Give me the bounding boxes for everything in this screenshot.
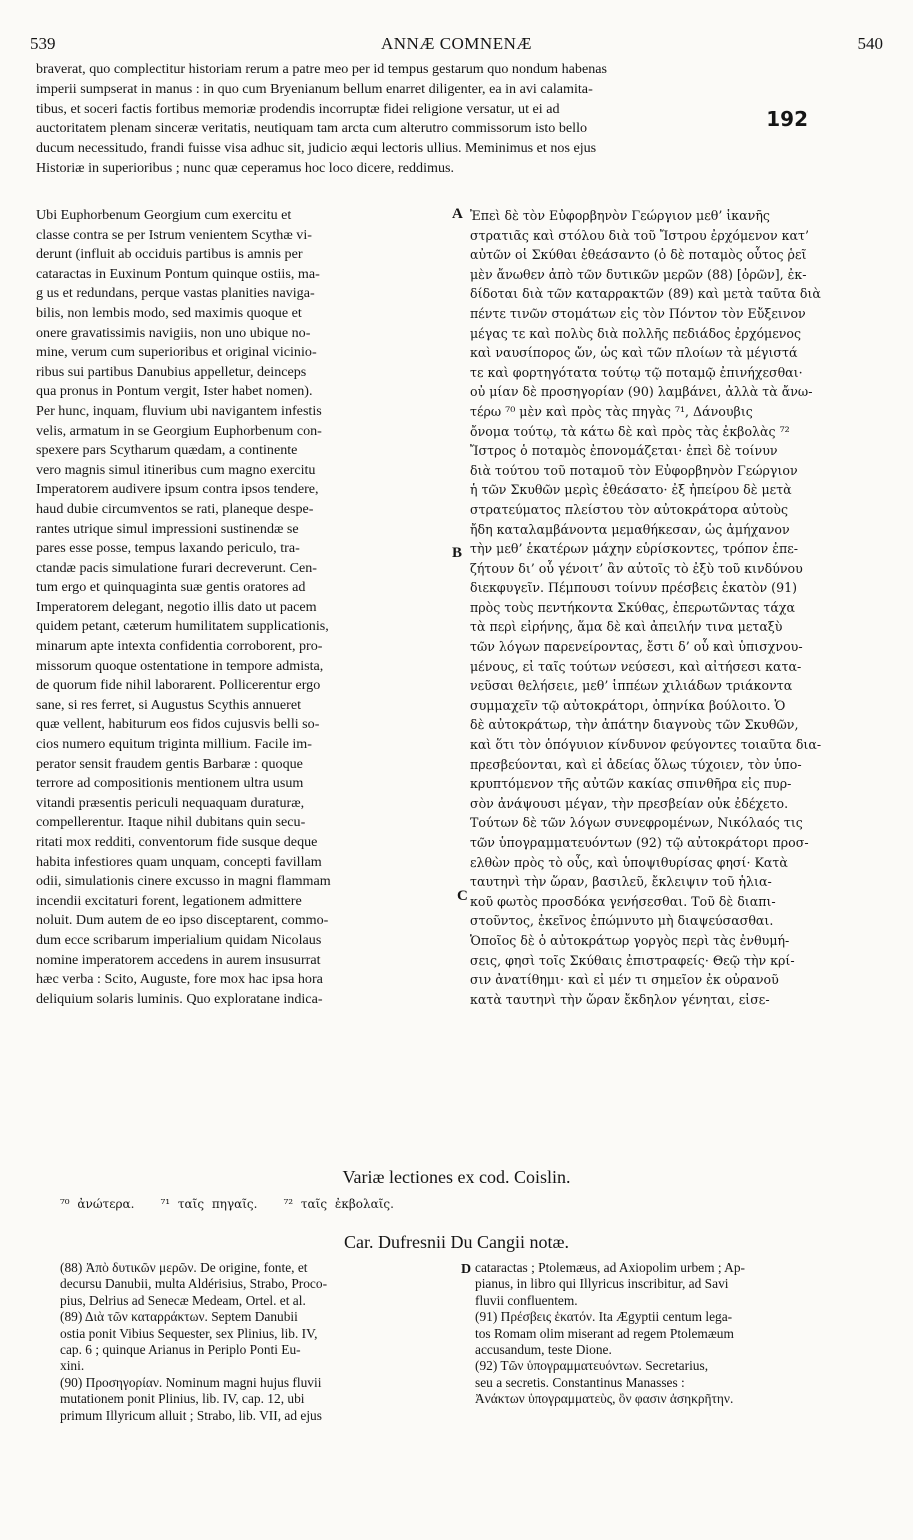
greek-text-line: καὶ ὅτι τὸν ὁπόγυιον κίνδυνον φεύγοντες τοιαῦτα δια-	[470, 737, 822, 753]
greek-text-line: ταυτηνὶ τὴν ὥραν, βασιλεῦ, ἔκλειψιν τοῦ ἡλια-	[470, 874, 772, 890]
latin-text-line: classe contra se per Istrum venientem Scythæ vi-	[36, 226, 312, 243]
note-line: seu a secretis. Constantinus Manasses :	[475, 1374, 685, 1390]
latin-text-line: ctandæ pacis simulatione furari decreverunt. Cen-	[36, 559, 317, 576]
latin-text-line: minarum apte intexta confidentia corroborent, pro-	[36, 638, 323, 655]
latin-text-line: dum ecce scribarum imperialium quidam Nicolaus	[36, 931, 322, 948]
latin-text-line: bilis, non lembis modo, sed maximis quoque et	[36, 304, 302, 321]
note-line: (90) Προσηγορίαν. Nominum magni hujus fluvii	[60, 1374, 322, 1390]
greek-text-line: ὄνομα τούτῳ, τὰ κάτω δὲ καὶ πρὸς τὰς ἐκβολὰς ⁷²	[470, 423, 790, 439]
latin-text-line: hæc verba : Scito, Auguste, fore mox hac ipsa hora	[36, 971, 323, 988]
latin-text-line: qua pronus in Pontum vergit, Ister habet nomen).	[36, 383, 313, 400]
running-title: ANNÆ COMNENÆ	[381, 34, 532, 53]
greek-text-line: κοῦ φωτὸς προσδόκα γενήσεσθαι. Τοῦ δὲ διαπι-	[470, 893, 776, 909]
greek-text-line: μὲν ἄνωθεν ἀπὸ τῶν δυτικῶν μερῶν (88) [ὀρῶν], ἐκ-	[470, 266, 807, 282]
greek-text-line: πρὸς τοὺς πεντήκοντα Σκύθας, ἐπερωτῶντας τάχα	[470, 599, 795, 615]
greek-text-line: στρατιᾶς καὶ στόλου διὰ τοῦ Ἴστρου ἐρχόμενον κατ’	[470, 227, 809, 243]
latin-text-line: compellerentur. Itaque nihil dubitans quin secu-	[36, 814, 306, 831]
greek-text-line: Ὁποῖος δὲ ὁ αὐτοκράτωρ γοργὸς περὶ τὰς ἐνθυμή-	[470, 932, 790, 948]
greek-text-line: δίδοται διὰ τῶν καταρρακτῶν (89) καὶ μετὰ ταῦτα διὰ	[470, 286, 821, 302]
greek-text-line: Ἐπεὶ δὲ τὸν Εὐφορβηνὸν Γεώργιον μεθ’ ἱκανῆς	[470, 208, 770, 223]
page-number-right: 540	[857, 34, 883, 53]
note-line: (91) Πρέσβεις ἑκατόν. Ita Ægyptii centum lega-	[475, 1309, 733, 1325]
note-line: (89) Διὰ τῶν καταρράκτων. Septem Danubii	[60, 1309, 298, 1325]
latin-text-line: g us et redundans, perque vastas planities naviga-	[36, 285, 315, 302]
greek-text-line: ἤδη καταλαμβάνοντα μεμαθήκεσαν, ὡς ἀμήχανον	[470, 521, 790, 537]
intro-line: ducum necessitudo, frandi fuisse visa adhuc sit, judicio æqui lectoris ullius. Meminimus et nos ejus	[36, 140, 597, 157]
variae-heading: Variæ lectiones ex cod. Coislin.	[342, 1167, 571, 1187]
note-line: tos Romam olim miserant ad regem Ptolemæum	[475, 1325, 734, 1341]
note-line: ostia ponit Vibius Sequester, sex Plinius, lib. IV,	[60, 1325, 318, 1341]
variant-reading: ⁷⁰ ἀνώτερα.	[60, 1197, 135, 1211]
note-line: mutationem ponit Plinius, lib. IV, cap. 12, ubi	[60, 1391, 305, 1407]
note-line: pius, Delrius ad Senecæ Medeam, Ortel. et al.	[60, 1292, 306, 1308]
intro-paragraph	[36, 60, 876, 179]
latin-text-line: vitandi præsentis periculi nequaquam duraturæ,	[36, 794, 305, 811]
greek-text-line: ἡ τῶν Σκυθῶν μερὶς ἐθεάσατο· ἐξ ἠπείρου δὲ μετὰ	[470, 482, 792, 498]
variant-reading: ⁷¹ ταῖς πηγαῖς.	[160, 1197, 258, 1211]
latin-text-line: mine, verum cum superioribus et original vicinio-	[36, 344, 317, 361]
page-number-left: 539	[30, 34, 56, 53]
greek-text-line: ζήτουν δι’ οὗ γένοιτ’ ἂν αὐτοῖς τὸ ἐξὺ τοῦ κινδύνου	[470, 560, 803, 576]
greek-text-line: σὸν ἀνάψουσι μέγαν, τὴν πρεσβείαν οὐκ ἐδέχετο.	[470, 795, 789, 811]
greek-text-line: τὰ περὶ εἰρήνης, ἅμα δὲ καὶ ἀπειλήν τινα μεταξὺ	[470, 619, 783, 635]
greek-text-line: σιν ἀνατίθημι· καὶ εἰ μέν τι σημεῖον ἐκ οὐρανοῦ	[470, 972, 779, 988]
latin-text-line: pares esse posse, tempus laxando periculo, tra-	[36, 540, 300, 557]
greek-text-line: δὲ αὐτοκράτωρ, τὴν ἀπάτην διαγνοὺς τῶν Σκυθῶν,	[470, 717, 799, 733]
greek-text-line: ελθὼν πρὸς τὸ οὖς, καὶ ὑποψιθυρίσας φησί· Κατὰ	[470, 854, 788, 870]
greek-text-line: κρυπτόμενον τῆς αὐτῶν κακίας σπινθῆρα εἰς πυρ-	[470, 776, 792, 792]
intro-line: braverat, quo complectitur historiam rerum a patre meo per id tempus gestarum quo nondum habenas	[36, 61, 608, 77]
section-marker-a: A	[452, 206, 463, 222]
latin-text-line: sane, si res ferret, si Augustus Scythis annueret	[36, 696, 301, 713]
intro-line: Historiæ in superioribus ; nunc quæ ceperamus hoc loco dicere, reddimus.	[36, 159, 455, 176]
latin-text-line: habita infestiores quam unquam, concepti favillam	[36, 853, 322, 870]
greek-text-line: τε καὶ φορτηγότατα τούτῳ τῷ ποταμῷ ἐπινήχεσθαι·	[470, 364, 803, 380]
note-line: cap. 6 ; quinque Arianus in Periplo Ponti Eu-	[60, 1342, 301, 1358]
greek-text-line: τῶν ὑπογραμματευόντων (92) τῷ αὐτοκράτορι προσ-	[470, 835, 809, 850]
greek-column	[470, 206, 880, 1009]
latin-text-line: Imperatorem delegant, negotio illis dato ut pacem	[36, 598, 317, 615]
greek-text-line: τὴν μεθ’ ἑκατέρων μάχην εὑρίσκοντες, τρόπον ἐπε-	[470, 541, 799, 557]
greek-text-line: μέγας τε καὶ πολὺς διὰ πολλῆς πεδιάδος ἐρχόμενος	[470, 325, 802, 341]
greek-text-line: σεις, φησὶ τοῖς Σκύθαις ἐπιστραφείς· Θεῷ τὴν κρί-	[470, 952, 795, 968]
latin-text-line: noluit. Dum autem de eo ipso disceptarent, commo-	[36, 912, 329, 929]
greek-text-line: Ἴστρος ὁ ποταμὸς ἐπονομάζεται· ἐπεὶ δὲ τοίνυν	[470, 443, 778, 459]
greek-text-line: οὐ μίαν δὲ προσηγορίαν (90) λαμβάνει, ἀλλὰ τὰ ἄνω-	[470, 384, 813, 400]
note-line: Ἀνάκτων ὑπογραμματεὺς, ὃν φασιν ἀσηκρῆτην.	[475, 1391, 734, 1407]
section-marker-b: B	[452, 545, 463, 561]
note-line: accusandum, teste Dione.	[475, 1342, 612, 1358]
greek-text-line: στοῦντος, ἐκεῖνος ἐπώμνυτο μὴ διαψεύσασθαι.	[470, 913, 774, 929]
notes-left-column	[60, 1260, 450, 1424]
latin-text-line: vero magnis simul itineribus cum magno exercitu	[36, 461, 316, 478]
note-line: xini.	[60, 1358, 85, 1374]
greek-text-line: μένους, εἰ ταῖς τούτων νεύσεσι, καὶ αἰτήσεσι κατα-	[470, 658, 802, 674]
greek-text-line: τέρω ⁷⁰ μὲν καὶ πρὸς τὰς πηγὰς ⁷¹, Δάνουβις	[470, 403, 753, 419]
intro-line: tibus, et soceri factis fortibus memoriæ prodendis incorruptæ fidei religione versatur, ut ei ad	[36, 100, 560, 117]
latin-text-line: tum ergo et quinquaginta suæ gentis oratores ad	[36, 579, 306, 596]
latin-text-line: quidem petant, cæterum humilitatem supplicationis,	[36, 618, 329, 635]
variae-list	[60, 1197, 420, 1211]
greek-text-line: πέντε τινῶν στομάτων εἰς τὸν Πόντον τὸν Εὔξεινον	[470, 305, 806, 321]
greek-text-line: Τούτων δὲ τῶν λόγων συνεφρομένων, Νικόλαός τις	[470, 815, 803, 831]
greek-text-line: καὶ ναυσίπορος ὤν, ὡς καὶ τῶν πλοίων τὰ μέγιστά	[470, 345, 798, 361]
latin-text-line: ritati mox redditi, conventorum fide susque deque	[36, 834, 318, 850]
latin-text-line: haud dubie circumventos se rati, planeque despe-	[36, 500, 314, 517]
running-head	[30, 34, 883, 60]
margin-number: 192	[766, 107, 808, 131]
greek-text-line: πρεσβεύονται, καὶ εἰ ἀδείας ὅλως τύχοιεν, τὸν ὑπο-	[470, 756, 802, 772]
latin-column	[36, 206, 463, 1009]
latin-text-line: Imperatorem audivere ipsum contra ipsos tendere,	[36, 481, 319, 498]
greek-text-line: στρατεύματος πλείστου τὸν αὐτοκράτορα αὐτοὺς	[470, 501, 789, 517]
greek-text-line: διεκφυγεῖν. Πέμπουσι τοίνυν πρέσβεις ἑκατὸν (91)	[470, 580, 798, 596]
latin-text-line: odii, simulationis cinere excusso in magni flammam	[36, 873, 331, 890]
note-line: (88) Ἀπὸ δυτικῶν μερῶν. De origine, fonte, et	[60, 1260, 308, 1275]
note-line: pianus, in libro qui Illyricus inscribitur, ad Savi	[475, 1276, 729, 1292]
greek-text-line: νεῦσαι θελήσειε, μεθ’ ἱππέων χιλιάδων τριάκοντα	[470, 678, 793, 694]
latin-text-line: Ubi Euphorbenum Georgium cum exercitu et	[36, 207, 292, 223]
intro-line: auctoritatem plenam sinceræ veritatis, neutiquam tam arcta cum alterutro commissorum isto bello	[36, 120, 588, 137]
latin-text-line: cios numero equitum triginta millium. Facile im-	[36, 736, 312, 753]
section-marker-c: C	[457, 888, 468, 904]
note-line: primum Illyricum alluit ; Strabo, lib. VII, ad ejus	[60, 1407, 322, 1423]
latin-text-line: quæ vellent, habiturum eos fidos cujusvis belli so-	[36, 716, 320, 733]
latin-text-line: ribus sui partibus Danubius appelletur, deinceps	[36, 363, 307, 380]
latin-text-line: onere gravatissimis navigiis, non uno ubique no-	[36, 324, 311, 341]
greek-text-line: συμμαχεῖν τῷ αὐτοκράτορι, ὁπηνίκα βούλοιτο. Ὁ	[470, 697, 786, 713]
latin-text-line: terrore ad compositionis mentionem ultra usum	[36, 775, 304, 792]
latin-text-line: spexere pars Scytharum quædam, a continente	[36, 442, 298, 459]
section-marker-d: D	[461, 1262, 472, 1277]
latin-text-line: incendii excitaturi forent, legationem admittere	[36, 892, 302, 909]
note-line: cataractas ; Ptolemæus, ad Axiopolim urbem ; Ap-	[475, 1260, 745, 1275]
intro-line: imperii sumpserat in manus : in quo cum Bryenianum bellum enarret diligenter, ea in avi calamita-	[36, 80, 593, 97]
note-line: decursu Danubii, multa Aldérisius, Strabo, Proco-	[60, 1276, 328, 1292]
latin-text-line: perator sensit fraudem gentis Barbaræ : quoque	[36, 755, 303, 772]
latin-text-line: derunt (influit ab occiduis partibus is amnis per	[36, 246, 303, 263]
latin-text-line: nomine imperatorem accedens in aurem insusurrat	[36, 951, 321, 968]
latin-text-line: deliquium solaris luminis. Quo exploratane indica-	[36, 990, 323, 1007]
note-line: (92) Τῶν ὑπογραμματευόντων. Secretarius,	[475, 1358, 709, 1374]
greek-text-line: αὐτῶν οἱ Σκύθαι ἐθεάσαντο (ὁ δὲ ποταμὸς οὗτος ῥεῖ	[470, 247, 807, 263]
latin-text-line: rantes utrique simul impressioni sustinendæ se	[36, 520, 299, 537]
latin-text-line: Per hunc, inquam, fluvium ubi navigantem infestis	[36, 402, 322, 419]
notes-heading: Car. Dufresnii Du Cangii notæ.	[344, 1232, 569, 1252]
latin-text-line: missorum quoque ostentatione in tempore admista,	[36, 657, 324, 674]
note-line: fluvii confluentem.	[475, 1292, 578, 1308]
greek-text-line: τῶν λόγων παρενείροντας, ἔστι δ’ οὗ καὶ ὑπισχνου-	[470, 639, 803, 655]
greek-text-line: κατὰ ταυτηνὶ τὴν ὥραν ἔκδηλον γένηται, εἰσε-	[470, 991, 770, 1007]
latin-text-line: de quorum fide nihil laborarent. Pollicerentur ergo	[36, 677, 321, 694]
greek-text-line: διὰ τούτου τοῦ ποταμοῦ τὸν Εὐφορβηνὸν Γεώργιον	[470, 462, 798, 478]
latin-text-line: velis, armatum in se Georgium Euphorbenum con-	[36, 422, 322, 439]
latin-text-line: cataractas in Euxinum Pontum quinque ostiis, ma-	[36, 265, 320, 282]
notes-right-column	[475, 1260, 885, 1408]
variant-reading: ⁷² ταῖς ἐκβολαῖς.	[283, 1197, 394, 1211]
